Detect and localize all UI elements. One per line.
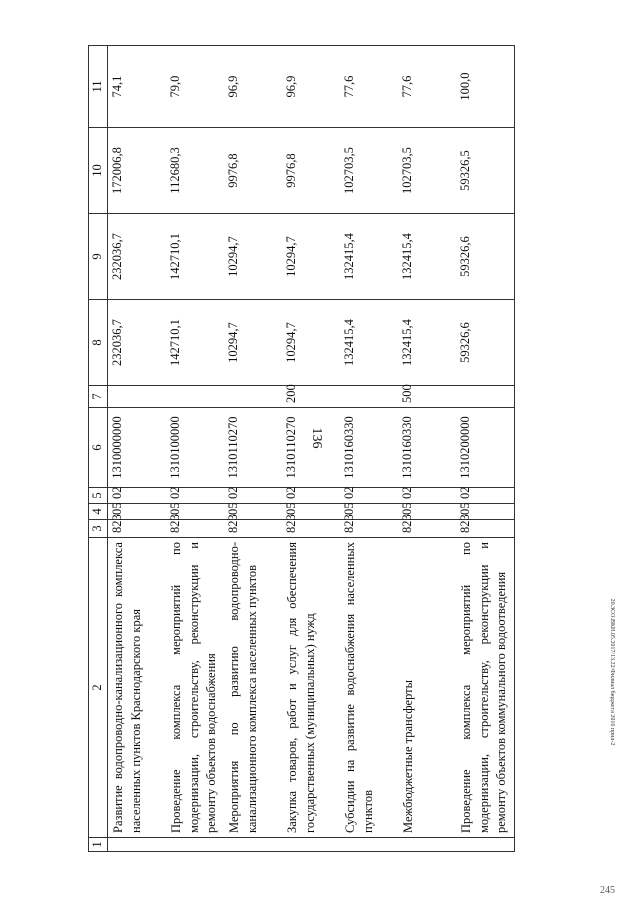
table-cell-col-7: 200 bbox=[282, 386, 340, 408]
table-cell-col-9: 132415,4 bbox=[398, 214, 456, 300]
column-header-9: 9 bbox=[89, 214, 108, 300]
table-cell-col-9: 10294,7 bbox=[282, 214, 340, 300]
table-cell-col-11: 96,9 bbox=[282, 46, 340, 128]
table-cell-col-3: 823 bbox=[166, 520, 224, 538]
table-cell-col-1 bbox=[224, 838, 282, 852]
table-cell-col-9: 142710,1 bbox=[166, 214, 224, 300]
table-cell-col-11: 79,0 bbox=[166, 46, 224, 128]
table-cell-col-10: 102703,5 bbox=[398, 128, 456, 214]
table-cell-col-10: 112680,3 bbox=[166, 128, 224, 214]
table-cell-col-8: 142710,1 bbox=[166, 300, 224, 386]
row-name-cell: Развитие водопроводно-канализационного комплекса населенных пунктов Краснодарского края bbox=[108, 538, 167, 838]
column-header-10: 10 bbox=[89, 128, 108, 214]
table-cell-col-5: 02 bbox=[166, 488, 224, 504]
table-cell-col-6: 1310160330 bbox=[340, 408, 398, 488]
table-cell-col-1 bbox=[282, 838, 340, 852]
table-cell-col-8: 232036,7 bbox=[108, 300, 167, 386]
rotated-table-frame bbox=[88, 46, 560, 852]
column-header-11: 11 bbox=[89, 46, 108, 128]
table-cell-col-8: 132415,4 bbox=[340, 300, 398, 386]
table-cell-col-8: 132415,4 bbox=[398, 300, 456, 386]
column-header-8: 8 bbox=[89, 300, 108, 386]
table-cell-col-6: 1310160330 bbox=[398, 408, 456, 488]
row-name-cell: Проведение комплекса мероприятий по модернизации, строительству, реконструкции и ремонту объектов коммунального водоотведения bbox=[456, 538, 515, 838]
table-cell-col-1 bbox=[456, 838, 515, 852]
table-cell-col-7 bbox=[456, 386, 515, 408]
table-cell-col-3: 823 bbox=[224, 520, 282, 538]
table-body bbox=[108, 46, 515, 852]
table-row bbox=[456, 46, 515, 852]
table-cell-col-6: 1310200000 bbox=[456, 408, 515, 488]
page-corner-mark: 245 bbox=[600, 885, 615, 896]
table-cell-col-7 bbox=[340, 386, 398, 408]
table-cell-col-6: 1310110270 bbox=[224, 408, 282, 488]
table-row bbox=[398, 46, 456, 852]
column-header-6: 6 bbox=[89, 408, 108, 488]
table-cell-col-3: 823 bbox=[398, 520, 456, 538]
row-name-cell: Межбюджетные трансферты bbox=[398, 538, 456, 838]
table-cell-col-4: 05 bbox=[340, 504, 398, 520]
table-cell-col-11: 74,1 bbox=[108, 46, 167, 128]
column-header-4: 4 bbox=[89, 504, 108, 520]
column-header-5: 5 bbox=[89, 488, 108, 504]
column-header-7: 7 bbox=[89, 386, 108, 408]
table-cell-col-11: 77,6 bbox=[398, 46, 456, 128]
table-cell-col-4: 05 bbox=[224, 504, 282, 520]
column-header-1: 1 bbox=[89, 838, 108, 852]
table-row bbox=[108, 46, 167, 852]
table-cell-col-3: 823 bbox=[108, 520, 167, 538]
table-cell-col-3: 823 bbox=[340, 520, 398, 538]
row-name-cell: Мероприятия по развитию водопроводно-канализационного комплекса населенных пунктов bbox=[224, 538, 282, 838]
table-cell-col-5: 02 bbox=[224, 488, 282, 504]
table-cell-col-4: 05 bbox=[282, 504, 340, 520]
table-cell-col-3: 823 bbox=[456, 520, 515, 538]
table-cell-col-11: 100,0 bbox=[456, 46, 515, 128]
table-header-row bbox=[89, 46, 108, 852]
table-cell-col-1 bbox=[340, 838, 398, 852]
column-header-3: 3 bbox=[89, 520, 108, 538]
row-name-cell: Закупка товаров, работ и услуг для обеспечения государственных (муниципальных) нужд bbox=[282, 538, 340, 838]
table-row bbox=[282, 46, 340, 852]
table-cell-col-7: 500 bbox=[398, 386, 456, 408]
table-cell-col-1 bbox=[108, 838, 167, 852]
budget-table bbox=[88, 45, 515, 852]
table-cell-col-5: 02 bbox=[456, 488, 515, 504]
table-cell-col-9: 232036,7 bbox=[108, 214, 167, 300]
table-cell-col-9: 59326,6 bbox=[456, 214, 515, 300]
page-number: 136 bbox=[309, 427, 324, 449]
table-cell-col-11: 77,6 bbox=[340, 46, 398, 128]
table-cell-col-9: 10294,7 bbox=[224, 214, 282, 300]
table-cell-col-1 bbox=[166, 838, 224, 852]
table-cell-col-4: 05 bbox=[108, 504, 167, 520]
table-cell-col-7 bbox=[166, 386, 224, 408]
footer-code: 20.ЗСО.ВКИ.05.2017/13.22/Филиал бюджета 2016 прил-2 bbox=[609, 598, 615, 746]
table-cell-col-8: 10294,7 bbox=[282, 300, 340, 386]
table-cell-col-5: 02 bbox=[282, 488, 340, 504]
table-cell-col-5: 02 bbox=[340, 488, 398, 504]
table-cell-col-11: 96,9 bbox=[224, 46, 282, 128]
table-cell-col-6: 1310000000 bbox=[108, 408, 167, 488]
table-cell-col-6: 1310110270 bbox=[282, 408, 340, 488]
table-cell-col-8: 59326,6 bbox=[456, 300, 515, 386]
table-cell-col-10: 9976,8 bbox=[224, 128, 282, 214]
table-cell-col-6: 1310100000 bbox=[166, 408, 224, 488]
table-cell-col-3: 823 bbox=[282, 520, 340, 538]
table-row bbox=[166, 46, 224, 852]
table-cell-col-4: 05 bbox=[166, 504, 224, 520]
table-cell-col-10: 59326,5 bbox=[456, 128, 515, 214]
table-cell-col-7 bbox=[108, 386, 167, 408]
row-name-cell: Проведение комплекса мероприятий по модернизации, строительству, реконструкции и ремонту объектов водоснабжения bbox=[166, 538, 224, 838]
table-cell-col-10: 102703,5 bbox=[340, 128, 398, 214]
table-cell-col-5: 02 bbox=[108, 488, 167, 504]
table-cell-col-10: 172006,8 bbox=[108, 128, 167, 214]
table-row bbox=[224, 46, 282, 852]
row-name-cell: Субсидии на развитие водоснабжения населенных пунктов bbox=[340, 538, 398, 838]
table-row bbox=[340, 46, 398, 852]
table-cell-col-5: 02 bbox=[398, 488, 456, 504]
table-cell-col-9: 132415,4 bbox=[340, 214, 398, 300]
table-cell-col-7 bbox=[224, 386, 282, 408]
table-cell-col-10: 9976,8 bbox=[282, 128, 340, 214]
table-cell-col-4: 05 bbox=[456, 504, 515, 520]
table-cell-col-8: 10294,7 bbox=[224, 300, 282, 386]
column-header-2: 2 bbox=[89, 538, 108, 838]
table-cell-col-4: 05 bbox=[398, 504, 456, 520]
table-cell-col-1 bbox=[398, 838, 456, 852]
budget-table-container bbox=[88, 46, 560, 852]
